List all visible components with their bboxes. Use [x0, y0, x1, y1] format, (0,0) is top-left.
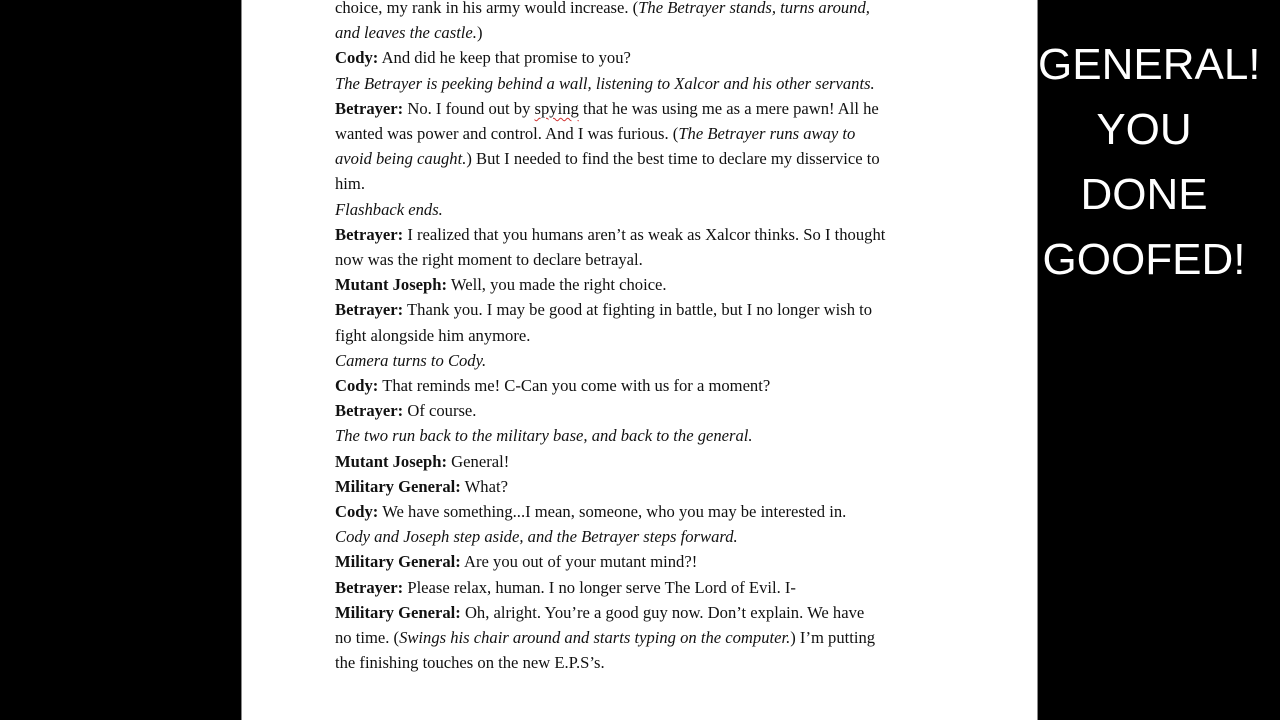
speaker-name: Betrayer: [335, 401, 404, 421]
speaker-name: Mutant Joseph: [335, 275, 448, 295]
script-line [335, 373, 975, 398]
dialogue-text: wanted was power and control. And I was furious. ( [335, 124, 679, 144]
dialogue-text: Well, you made the right choice. [447, 275, 667, 295]
dialogue-text: We have something...I mean, someone, who you may be interested in. [378, 502, 847, 522]
script-line [335, 0, 975, 20]
dialogue-text: And did he keep that promise to you? [378, 48, 631, 68]
stage-direction-line: The two run back to the military base, and back to the general. [335, 426, 753, 446]
speaker-name: Mutant Joseph: [335, 451, 448, 471]
spellcheck-word[interactable]: spying [534, 98, 579, 118]
script-line: the finishing touches on the new E.P.S’s. [335, 653, 605, 673]
speaker-name: Betrayer: [335, 224, 404, 244]
stage-direction: The Betrayer stands, turns around, [638, 0, 870, 17]
script-line [335, 625, 975, 650]
script-text [335, 0, 975, 675]
script-line [335, 600, 975, 625]
script-line [335, 20, 975, 45]
speaker-name: Betrayer: [335, 98, 404, 118]
script-line: fight alongside him anymore. [335, 325, 531, 345]
dialogue-text: Thank you. I may be good at fighting in battle, but I no longer wish to [403, 300, 873, 320]
stage-direction: The Betrayer runs away to [678, 124, 856, 144]
dialogue-text: Of course. [403, 401, 477, 421]
dialogue-text: What? [460, 476, 508, 496]
speaker-name: Military General: [335, 476, 461, 496]
caption-line: DONE [1080, 170, 1208, 219]
script-line [335, 96, 975, 121]
script-line [335, 449, 975, 474]
document-page [241, 0, 1038, 720]
script-line [335, 222, 975, 247]
script-line: him. [335, 174, 365, 194]
speaker-name: Military General: [335, 552, 461, 572]
caption-line: GENERAL! [1038, 40, 1261, 89]
script-line [335, 297, 975, 322]
dialogue-text: Please relax, human. I no longer serve The Lord of Evil. I- [403, 577, 796, 597]
dialogue-text: Oh, alright. You’re a good guy now. Don’t explain. We have [460, 602, 865, 622]
stage-direction: and leaves the castle. [335, 23, 477, 43]
script-line [335, 398, 975, 423]
stage-direction-line: Cody and Joseph step aside, and the Betrayer steps forward. [335, 527, 738, 547]
speaker-name: Cody: [335, 48, 379, 68]
stage-direction: Swings his chair around and starts typing on the computer. [399, 628, 791, 648]
speaker-name: Cody: [335, 376, 379, 396]
dialogue-text: ) But I needed to find the best time to declare my disservice to [466, 149, 880, 169]
caption-line: YOU [1096, 105, 1192, 154]
dialogue-text: I realized that you humans aren’t as weak as Xalcor thinks. So I thought [403, 224, 886, 244]
caption-line: GOOFED! [1042, 235, 1246, 284]
stage-direction-line: The Betrayer is peeking behind a wall, listening to Xalcor and his other servants. [335, 73, 875, 93]
script-line [335, 45, 975, 70]
script-line [335, 121, 975, 146]
stage-direction: avoid being caught. [335, 149, 467, 169]
overlay-caption [1038, 32, 1261, 292]
dialogue-text: Are you out of your mutant mind?! [460, 552, 698, 572]
dialogue-text: No. I found out by [403, 98, 535, 118]
speaker-name: Military General: [335, 602, 461, 622]
dialogue-text: ) [476, 23, 483, 43]
script-line [335, 575, 975, 600]
stage-direction-line: Camera turns to Cody. [335, 350, 487, 370]
script-line [335, 272, 975, 297]
dialogue-text: no time. ( [335, 628, 400, 648]
speaker-name: Betrayer: [335, 300, 404, 320]
dialogue-text: That reminds me! C-Can you come with us for a moment? [378, 376, 771, 396]
script-line: now was the right moment to declare betrayal. [335, 250, 643, 270]
speaker-name: Betrayer: [335, 577, 404, 597]
script-line [335, 146, 975, 171]
dialogue-text: that he was using me as a mere pawn! All he [578, 98, 879, 118]
speaker-name: Cody: [335, 502, 379, 522]
script-line [335, 549, 975, 574]
dialogue-text: choice, my rank in his army would increase. ( [335, 0, 639, 17]
dialogue-text: ) I’m putting [790, 628, 876, 648]
script-line [335, 499, 975, 524]
stage-direction-line: Flashback ends. [335, 199, 443, 219]
dialogue-text: General! [447, 451, 510, 471]
script-line [335, 474, 975, 499]
